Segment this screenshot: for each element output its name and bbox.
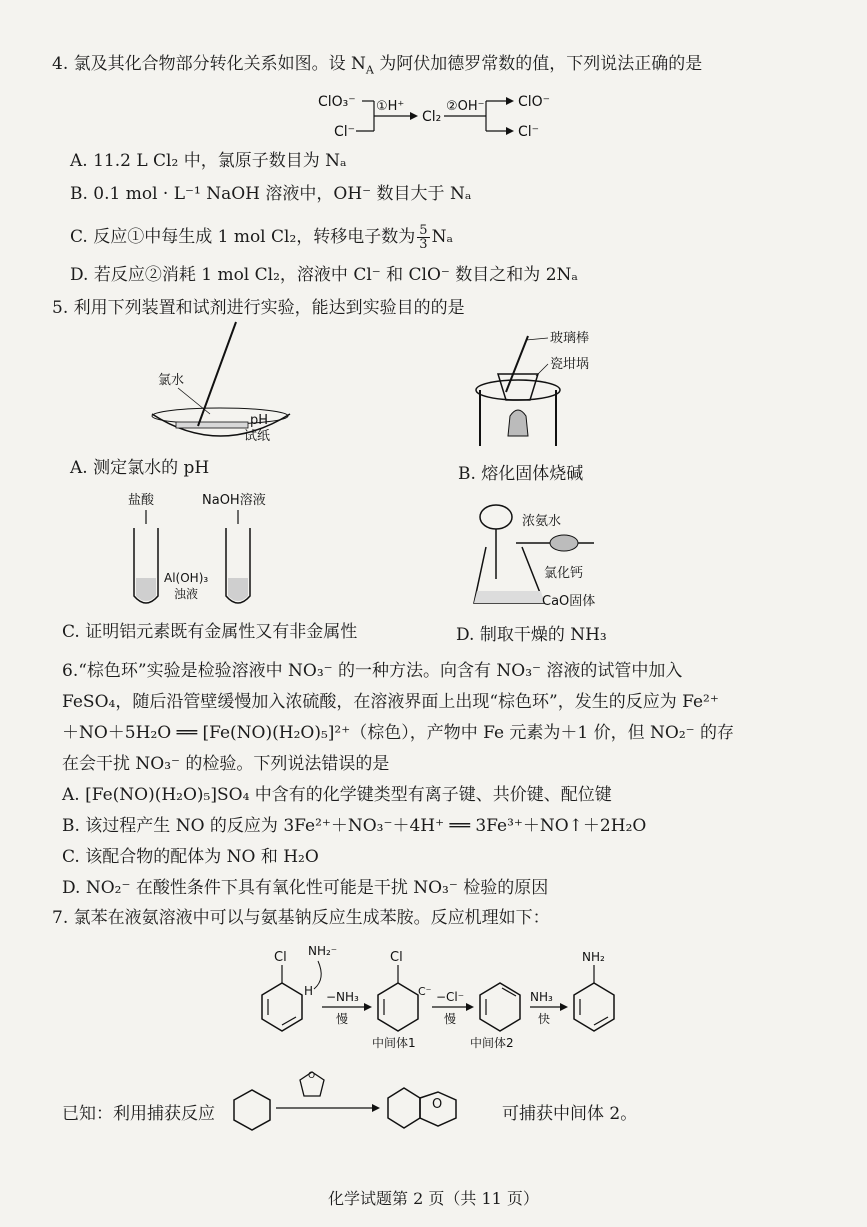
cacl2-label: 氯化钙	[544, 566, 584, 581]
q4-option-d: D. 若反应②消耗 1 mol Cl₂，溶液中 Cl⁻ 和 ClO⁻ 数目之和为 2Nₐ	[70, 265, 578, 285]
q4-option-a: A. 11.2 L Cl₂ 中，氯原子数目为 Nₐ	[70, 151, 347, 171]
test-paper-label: 试纸	[244, 429, 271, 444]
step3-arrow-head	[560, 1003, 568, 1011]
carbanion-label: C⁻	[418, 985, 432, 998]
fork-top-head	[506, 97, 514, 105]
fraction-denominator: 3	[419, 237, 428, 252]
hcl-label: 盐酸	[128, 493, 155, 508]
step3-bottom-label: 快	[538, 1012, 551, 1026]
bridge-oxygen-label: O	[432, 1097, 443, 1112]
glass-rod-label: 玻璃棒	[550, 331, 590, 346]
trapping-reaction-scheme	[224, 1066, 484, 1146]
ph-label: pH	[250, 413, 269, 428]
naoh-label: NaOH溶液	[202, 493, 266, 508]
ph-paper	[176, 422, 248, 428]
amino-group-label: NH₂	[582, 950, 605, 964]
product-benzene-ring	[388, 1088, 420, 1128]
q6-option-b: B. 该过程产生 NO 的反应为 3Fe²⁺＋NO₃⁻＋4H⁺ ══ 3Fe³⁺＋NO↑＋2H₂O	[62, 816, 647, 836]
q5-option-d: D. 制取干燥的 NH₃	[456, 625, 607, 645]
q4-conversion-scheme	[310, 88, 570, 144]
q5-option-c: C. 证明铝元素既有金属性又有非金属性	[62, 622, 358, 642]
question-5-stem: 5. 利用下列装置和试剂进行实验，能达到实验目的的是	[52, 298, 465, 318]
step3-top-label: NH₃	[530, 990, 553, 1004]
q6-stem-line-3: ＋NO＋5H₂O ══ [Fe(NO)(H₂O)₅]²⁺（棕色），产物中 Fe 元素为＋1 价，但 NO₂⁻ 的存	[62, 723, 735, 743]
q6-stem-line-4: 在会干扰 NO₃⁻ 的检验。下列说法错误的是	[62, 754, 390, 774]
q4-option-c-fraction	[417, 224, 429, 251]
cl-left-label: Cl⁻	[334, 124, 356, 140]
apparatus-b-melt-base	[470, 326, 670, 456]
q4-option-c-tail: Nₐ	[431, 227, 454, 247]
q6-stem-line-1: 6.“棕色环”实验是检验溶液中 NO₃⁻ 的一种方法。向含有 NO₃⁻ 溶液的试管中加入	[62, 661, 683, 681]
q4-stem-subscript: A	[365, 63, 374, 77]
crucible-label: 瓷坩埚	[550, 357, 590, 372]
q5-option-a: A. 测定氯水的 pH	[70, 458, 210, 478]
attack-arrow	[314, 961, 321, 989]
step-2-label: ②OH⁻	[446, 99, 485, 114]
cl-right-label: Cl⁻	[518, 124, 540, 140]
q6-option-c: C. 该配合物的配体为 NO 和 H₂O	[62, 847, 319, 867]
turbid-left	[136, 578, 156, 601]
q7-known-suffix: 可捕获中间体 2。	[502, 1104, 638, 1124]
step-1-label: ①H⁺	[376, 99, 405, 114]
cao-solid	[474, 591, 544, 603]
chlorine-water-pointer	[178, 388, 210, 414]
q4-option-b: B. 0.1 mol · L⁻¹ NaOH 溶液中，OH⁻ 数目大于 Nₐ	[70, 184, 472, 204]
porcelain-crucible	[498, 374, 538, 400]
q4-stem-tail: 为阿伏加德罗常数的值，下列说法正确的是	[373, 54, 703, 74]
aloh3-label: Al(OH)₃	[164, 571, 209, 585]
conc-ammonia-label: 浓氨水	[522, 514, 562, 529]
apparatus-a-ph-test	[140, 318, 300, 448]
rod-pointer	[526, 338, 548, 340]
h-atom-label: H	[304, 984, 314, 998]
trap-arrow-head	[372, 1104, 380, 1112]
step2-top-label: −Cl⁻	[436, 990, 465, 1004]
cao-label: CaO固体	[542, 594, 596, 609]
cl2-label: Cl₂	[422, 109, 442, 125]
alcohol-lamp	[508, 410, 528, 436]
step2-bottom-label: 慢	[444, 1012, 457, 1026]
step2-arrow-head	[466, 1003, 474, 1011]
furan-oxygen-label: O	[308, 1071, 316, 1081]
apparatus-c-aluminum	[110, 488, 300, 613]
clay-triangle	[476, 380, 560, 400]
step1-bottom-label: 慢	[336, 1012, 349, 1026]
question-7-stem: 7. 氯苯在液氨溶液中可以与氨基钠反应生成苯胺。反应机理如下：	[52, 908, 550, 928]
q6-option-d: D. NO₂⁻ 在酸性条件下具有氧化性可能是干扰 NO₃⁻ 检验的原因	[62, 878, 549, 898]
turbid-right	[228, 578, 248, 601]
drying-tube	[550, 535, 578, 551]
apparatus-d-ammonia	[460, 495, 650, 617]
amide-ion-label: NH₂⁻	[308, 944, 338, 958]
q4-option-c	[70, 224, 453, 251]
cl-atom-label: Cl	[274, 950, 287, 965]
separatory-funnel	[480, 505, 512, 529]
clo3-label: ClO₃⁻	[318, 94, 356, 110]
q6-stem-line-2: FeSO₄，随后沿管壁缓慢加入浓硫酸，在溶液界面上出现“棕色环”，发生的反应为 Fe²⁺	[62, 692, 719, 712]
intermediate-1-label: 中间体1	[372, 1036, 416, 1050]
page-footer: 化学试题第 2 页（共 11 页）	[328, 1189, 539, 1208]
glass-rod	[198, 322, 236, 426]
chlorine-water-label: 氯水	[158, 373, 185, 388]
benzyne-ring	[234, 1090, 270, 1130]
fork-bottom-head	[506, 127, 514, 135]
q5-option-b: B. 熔化固体烧碱	[458, 464, 584, 484]
step1-arrow-head	[364, 1003, 372, 1011]
clo-label: ClO⁻	[518, 94, 551, 110]
arrow-1-head	[410, 112, 418, 120]
turbid-label: 浊液	[174, 587, 199, 601]
intermediate-2-label: 中间体2	[470, 1036, 514, 1050]
fraction-numerator: 5	[419, 223, 428, 238]
q4-option-c-text: C. 反应①中每生成 1 mol Cl₂，转移电子数为	[70, 227, 416, 247]
int1-cl-label: Cl	[390, 950, 403, 965]
step1-top-label: −NH₃	[326, 990, 359, 1004]
q7-known-prefix: 已知：利用捕获反应	[62, 1104, 215, 1124]
question-4-stem	[52, 53, 702, 81]
q6-option-a: A. [Fe(NO)(H₂O)₅]SO₄ 中含有的化学键类型有离子键、共价键、配位键	[62, 785, 612, 805]
glass-rod-b	[506, 336, 528, 392]
crucible-pointer	[536, 364, 548, 376]
q4-stem-text: 4. 氯及其化合物部分转化关系如图。设 N	[52, 54, 366, 74]
q7-mechanism-scheme	[230, 935, 650, 1055]
